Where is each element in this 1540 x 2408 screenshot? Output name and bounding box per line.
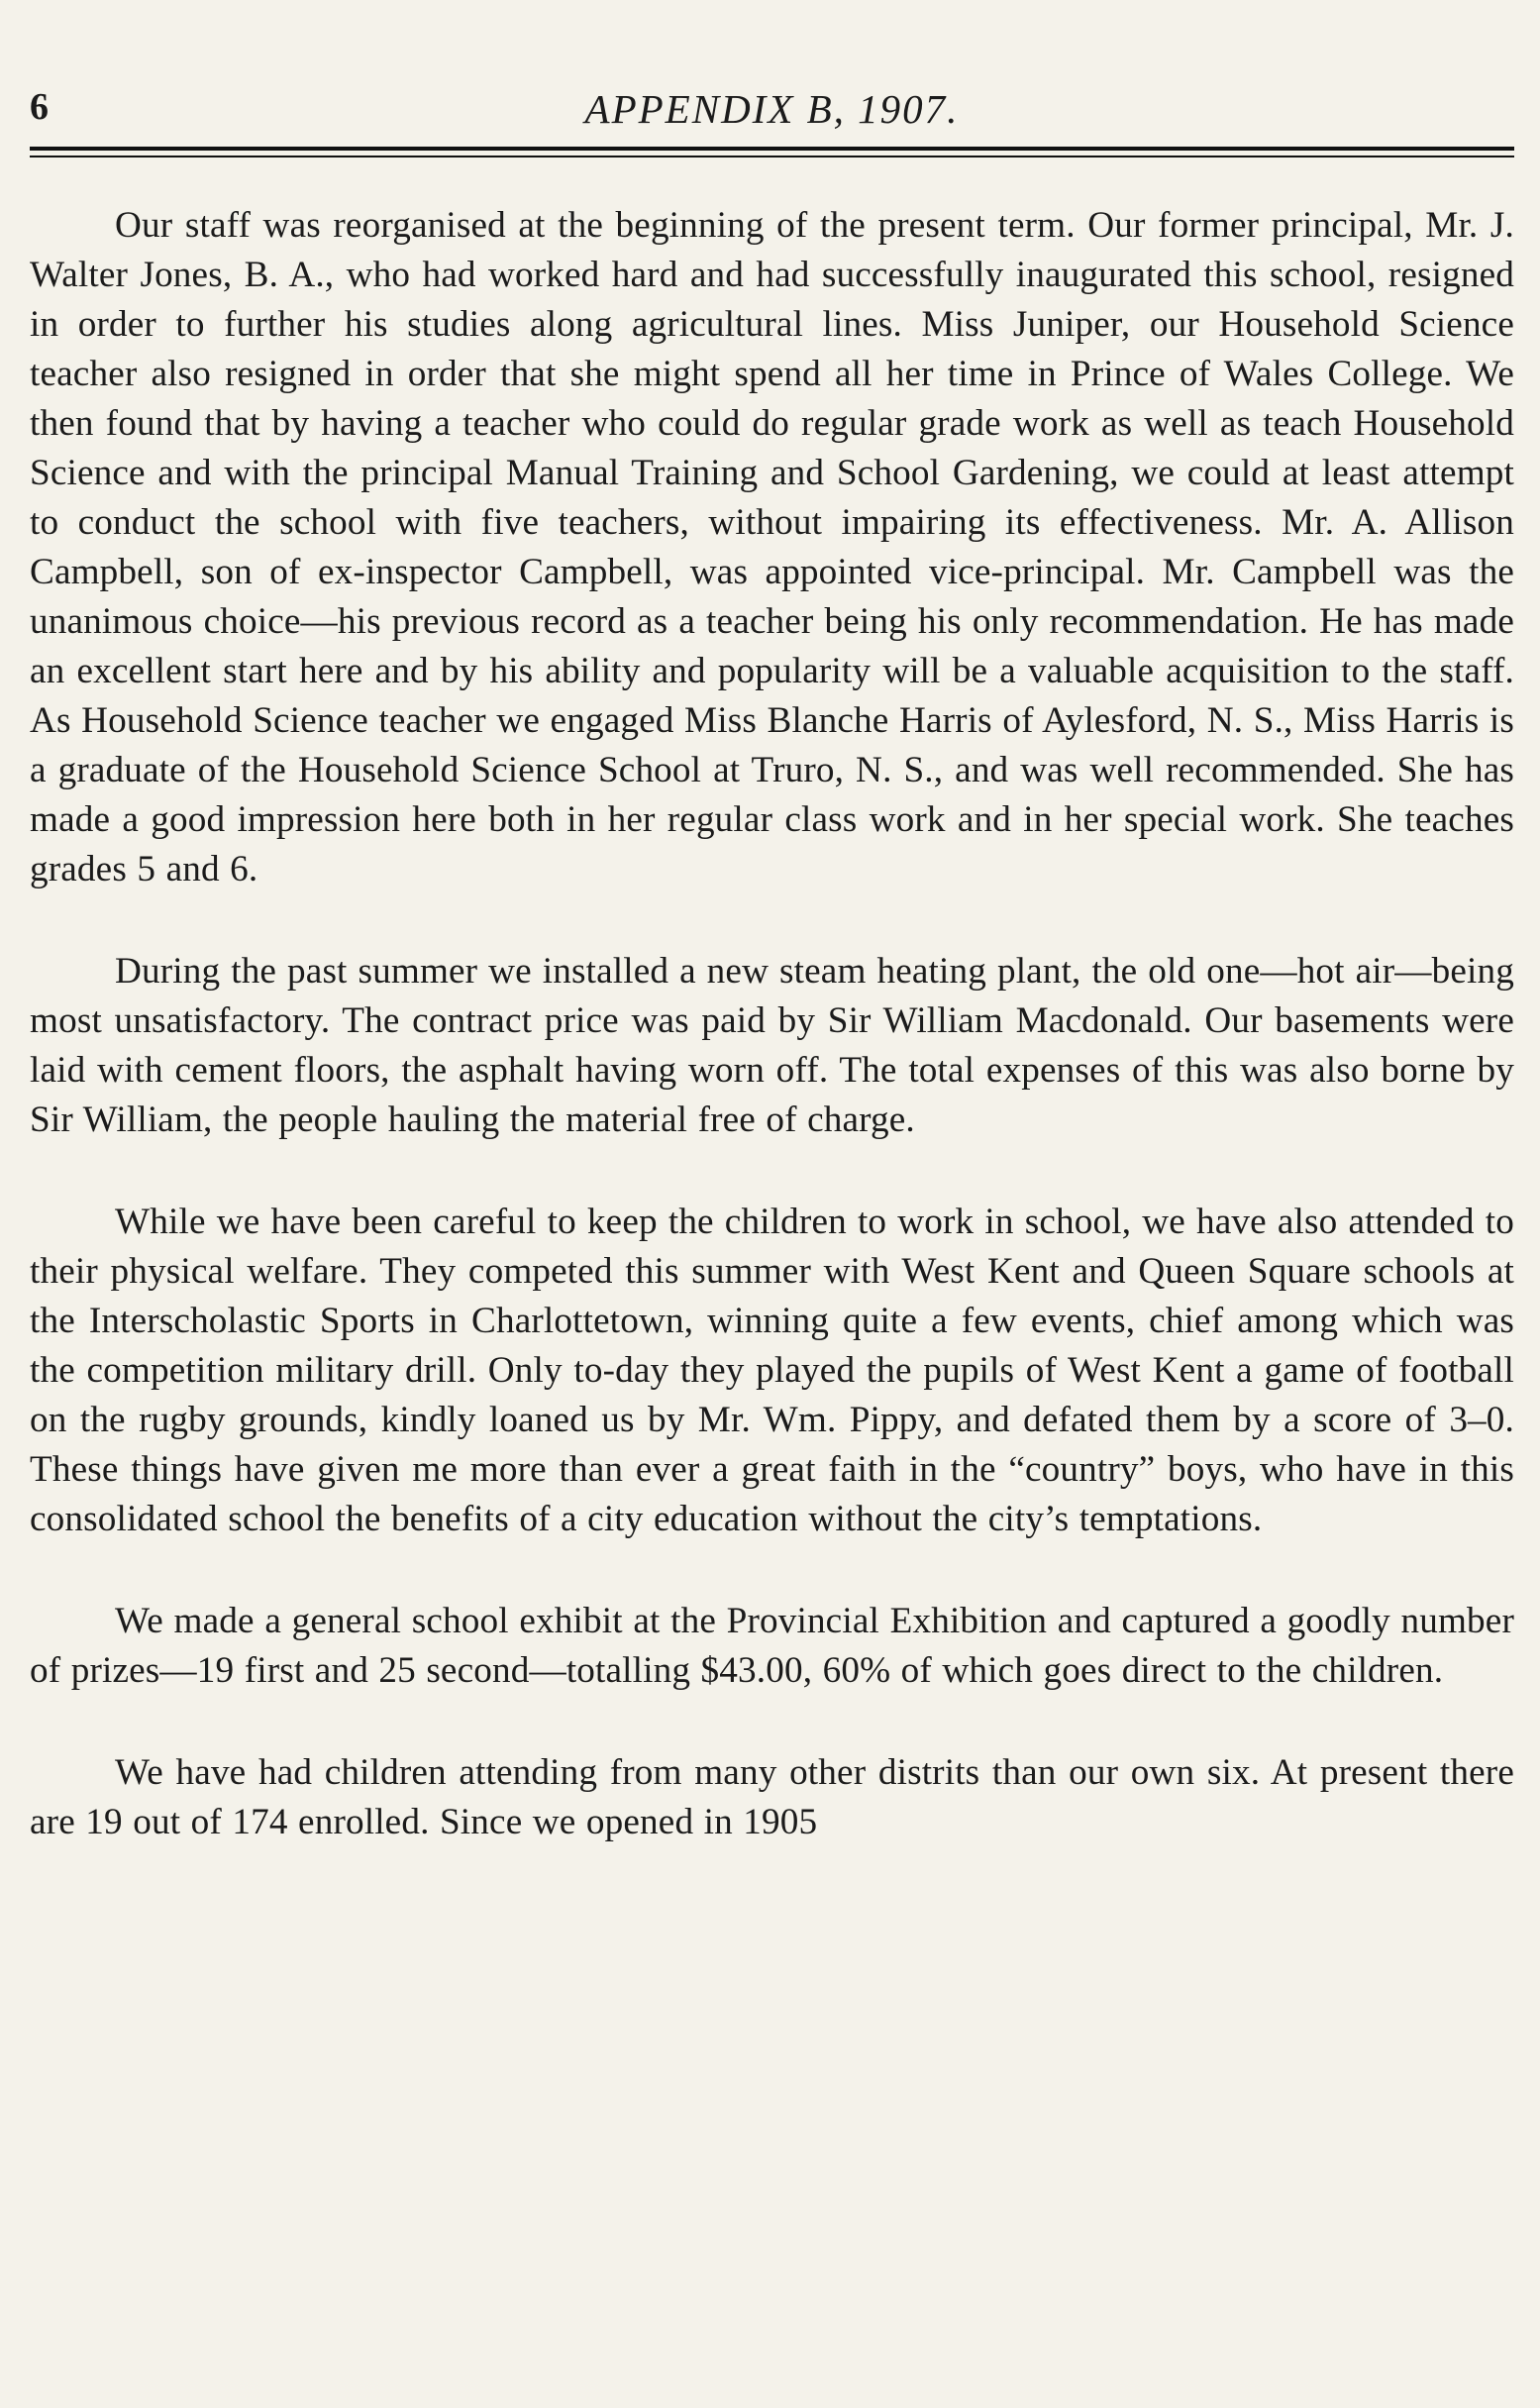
page-header	[30, 77, 1514, 139]
document-body	[30, 201, 1514, 1847]
header-thick-rule	[30, 147, 1514, 151]
running-head: APPENDIX B, 1907.	[584, 86, 960, 132]
header-thin-rule	[30, 156, 1514, 157]
paragraph-attendance: We have had children attending from many other distrits than our own six. At present there are 19 out of 174 enrolled. Since we opened in 1905	[30, 1752, 1514, 1842]
paragraph-physical-welfare: While we have been careful to keep the children to work in school, we have also attended to their physical welfare. They competed this summer with West Kent and Queen Square schools at the Interscholastic Sports in Charlottetown, winning quite a few events, chief among which was the competition military drill. Only to-day they played the pupils of West Kent a game of football on the rugby grounds, kindly loaned us by Mr. Wm. Pippy, and defated them by a score of 3–0. These things have given me more than ever a great faith in the “country” boys, who have in this consolidated school the benefits of a city education without the city’s temptations.	[30, 1202, 1514, 1539]
paragraph-staff-reorganisation: Our staff was reorganised at the beginning of the present term. Our former principal, Mr. J. Walter Jones, B. A., who had worked hard and had successfully inaugurated this school, resigned in order to further his studies along agricultural lines. Miss Juniper, our Household Science teacher also resigned in order that she might spend all her time in Prince of Wales College. We then found that by having a teacher who could do regular grade work as well as teach Household Science and with the principal Manual Training and School Gardening, we could at least attempt to conduct the school with five teachers, without impairing its effectiveness. Mr. A. Allison Campbell, son of ex-inspector Campbell, was appointed vice-principal. Mr. Campbell was the unanimous choice—his previous record as a teacher being his only recommendation. He has made an excellent start here and by his ability and popularity will be a valuable acquisition to the staff. As Household Science teacher we engaged Miss Blanche Harris of Aylesford, N. S., Miss Harris is a graduate of the Household Science School at Truro, N. S., and was well recommended. She has made a good impression here both in her regular class work and in her special work. She teaches grades 5 and 6.	[30, 205, 1514, 890]
paragraph-exhibition-prizes: We made a general school exhibit at the Provincial Exhibition and captured a goodly number of prizes—19 first and 25 second—totalling $43.00, 60% of which goes direct to the children.	[30, 1601, 1514, 1691]
paragraph-heating-and-basement: During the past summer we installed a new steam heating plant, the old one—hot air—being most unsatisfactory. The contract price was paid by Sir William Macdonald. Our basements were laid with cement floors, the asphalt having worn off. The total expenses of this was also borne by Sir William, the people hauling the material free of charge.	[30, 951, 1514, 1140]
page-number: 6	[30, 86, 50, 128]
